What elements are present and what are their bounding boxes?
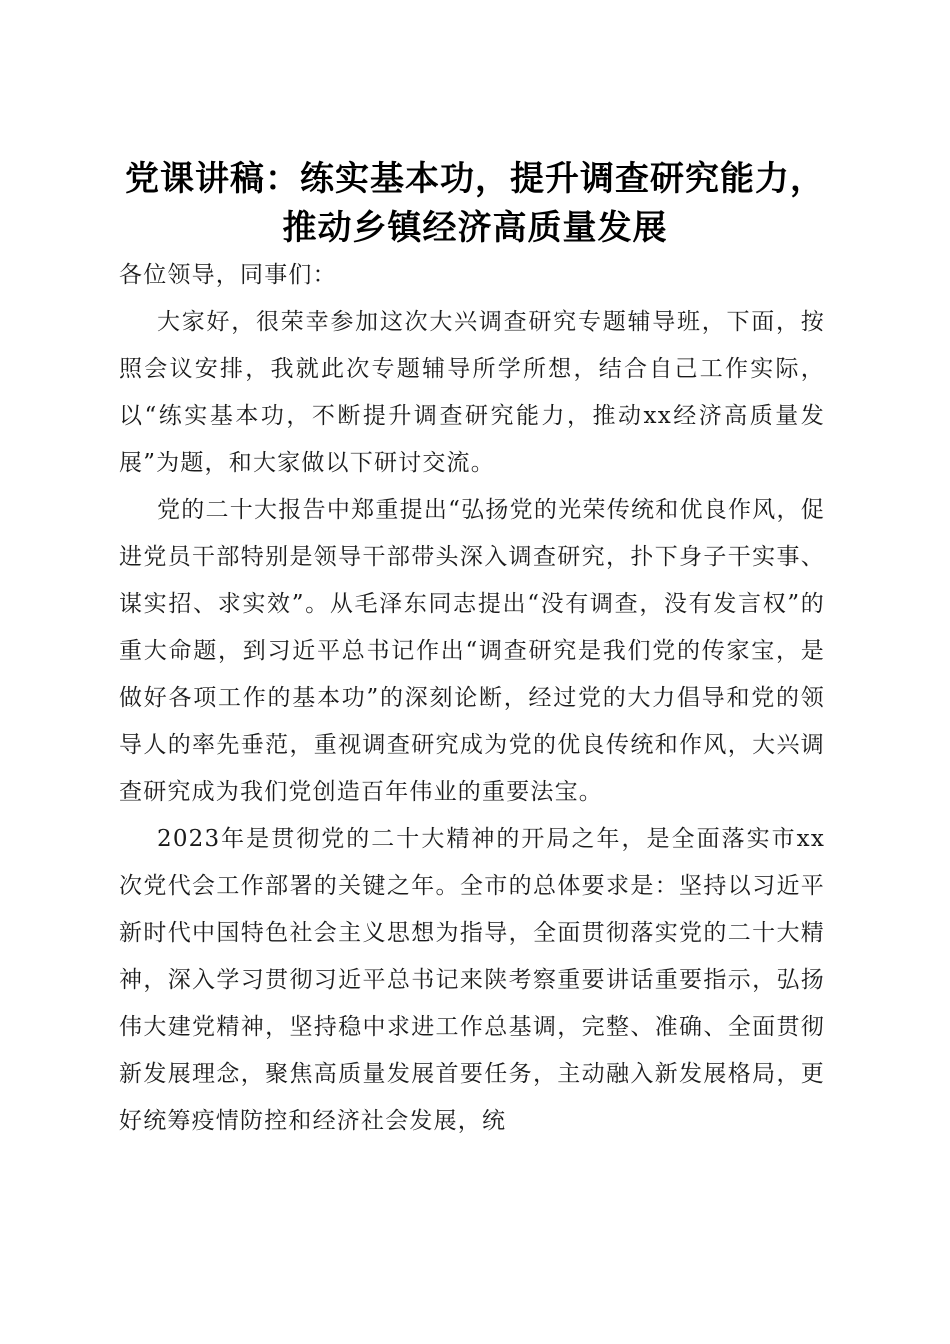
document-body <box>119 252 825 1145</box>
document-title <box>100 155 850 253</box>
salutation: 各位领导，同事们： <box>119 262 337 288</box>
title-line-2: 推动乡镇经济高质量发展 <box>282 207 668 248</box>
paragraph-2023: 2023年是贯彻党的二十大精神的开局之年，是全面落实市xx次党代会工作部署的关键之年。全市的总体要求是：坚持以习近平新时代中国特色社会主义思想为指导，全面贯彻落实党的二十大精神，深入学习贯彻习近平总书记来陕考察重要讲话重要指示，弘扬伟大建党精神，坚持稳中求进工作总基调，完整、准确、全面贯彻新发展理念，聚焦高质量发展首要任务，主动融入新发展格局，更好统筹疫情防控和经济社会发展，统 <box>119 826 825 1134</box>
title-line-1: 党课讲稿：练实基本功，提升调查研究能力， <box>125 158 825 199</box>
paragraph-party-congress: 党的二十大报告中郑重提出“弘扬党的光荣传统和优良作风，促进党员干部特别是领导干部带头深入调查研究，扑下身子干实事、谋实招、求实效”。从毛泽东同志提出“没有调查，没有发言权”的重大命题，到习近平总书记作出“调查研究是我们党的传家宝，是做好各项工作的基本功”的深刻论断，经过党的大力倡导和党的领导人的率先垂范，重视调查研究成为党的优良传统和作风，大兴调查研究成为我们党创造百年伟业的重要法宝。 <box>119 497 825 805</box>
paragraph-opening: 大家好，很荣幸参加这次大兴调查研究专题辅导班，下面，按照会议安排，我就此次专题辅导所学所想，结合自己工作实际，以“练实基本功，不断提升调查研究能力，推动xx经济高质量发展”为题，和大家做以下研讨交流。 <box>119 309 825 476</box>
